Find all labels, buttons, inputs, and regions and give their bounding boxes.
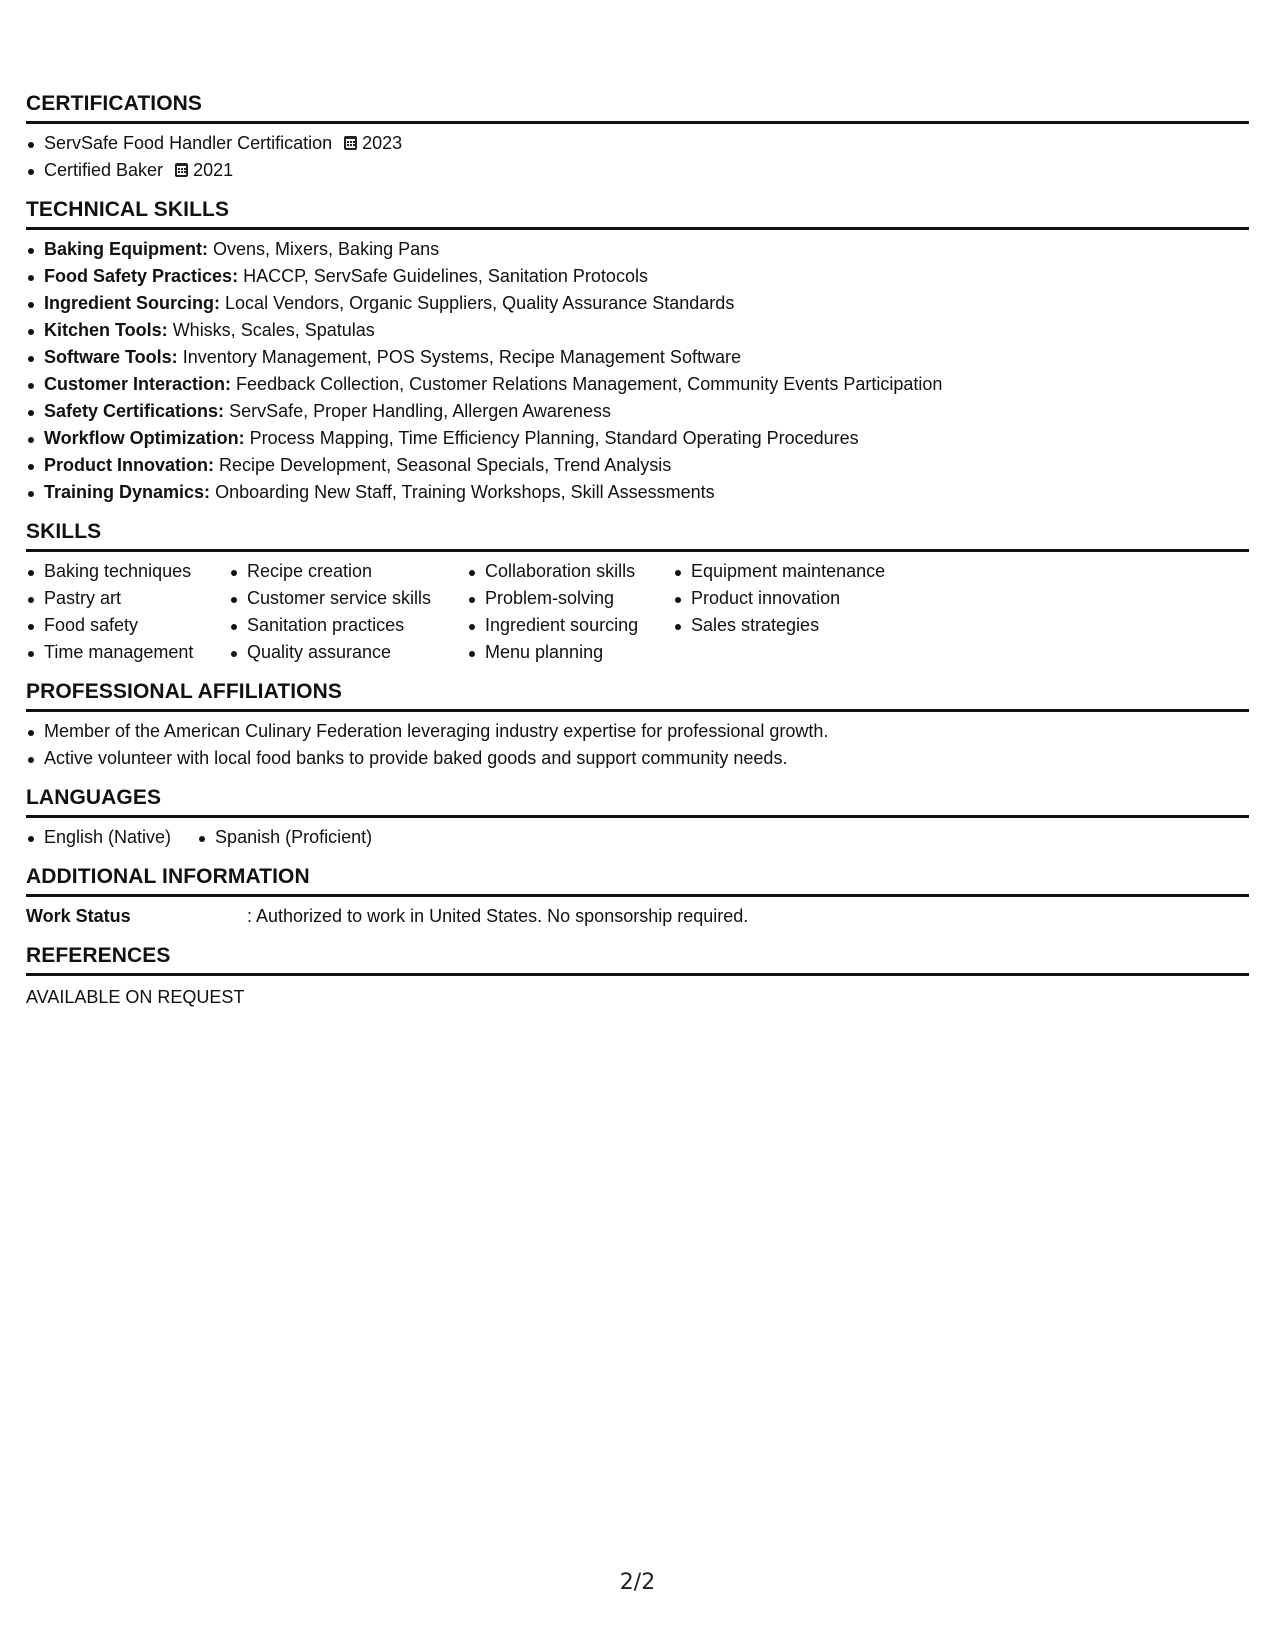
list-item: Spanish (Proficient) [197, 824, 372, 851]
skill-value: Recipe Development, Seasonal Specials, Trend Analysis [219, 455, 672, 475]
certification-name: ServSafe Food Handler Certification [44, 133, 333, 153]
list-item [26, 398, 1249, 425]
affiliations-section [26, 680, 1249, 772]
section-title: SKILLS [26, 520, 1249, 552]
list-item: Member of the American Culinary Federation leveraging industry expertise for professional growth. [26, 718, 1249, 745]
info-label: Work Status [26, 906, 131, 926]
skill-value: Process Mapping, Time Efficiency Planning, Standard Operating Procedures [249, 428, 859, 448]
skills-column [467, 558, 673, 666]
skill-label: Product Innovation: [44, 455, 214, 475]
skill-label: Workflow Optimization: [44, 428, 245, 448]
skill-value: Inventory Management, POS Systems, Recipe Management Software [182, 347, 741, 367]
skill-value: Feedback Collection, Customer Relations Management, Community Events Participation [236, 374, 943, 394]
list-item [26, 479, 1249, 506]
list-item [26, 452, 1249, 479]
list-item [26, 344, 1249, 371]
list-item: Equipment maintenance [673, 558, 933, 585]
certifications-section [26, 92, 1249, 184]
technical-skills-list [26, 236, 1249, 506]
section-title: TECHNICAL SKILLS [26, 198, 1249, 230]
list-item: Sanitation practices [229, 612, 467, 639]
skills-column [26, 558, 229, 666]
list-item [26, 157, 1249, 184]
list-item: Sales strategies [673, 612, 933, 639]
skill-value: HACCP, ServSafe Guidelines, Sanitation Protocols [243, 266, 648, 286]
certification-year: 2021 [193, 160, 234, 180]
section-title: LANGUAGES [26, 786, 1249, 818]
skill-label: Software Tools: [44, 347, 178, 367]
list-item: Recipe creation [229, 558, 467, 585]
list-item [26, 236, 1249, 263]
list-item: Menu planning [467, 639, 673, 666]
technical-skills-section [26, 198, 1249, 506]
skill-value: ServSafe, Proper Handling, Allergen Awareness [229, 401, 611, 421]
section-title: ADDITIONAL INFORMATION [26, 865, 1249, 897]
section-title: REFERENCES [26, 944, 1249, 976]
section-title: CERTIFICATIONS [26, 92, 1249, 124]
skill-label: Customer Interaction: [44, 374, 232, 394]
calendar-icon [175, 163, 188, 177]
skill-label: Food Safety Practices: [44, 266, 239, 286]
skill-label: Training Dynamics: [44, 482, 211, 502]
list-item: Product innovation [673, 585, 933, 612]
affiliations-list [26, 718, 1249, 772]
list-item [26, 130, 1249, 157]
list-item: Quality assurance [229, 639, 467, 666]
list-item: Food safety [26, 612, 229, 639]
skill-value: Onboarding New Staff, Training Workshops, Skill Assessments [215, 482, 715, 502]
list-item: Problem-solving [467, 585, 673, 612]
skill-value: Local Vendors, Organic Suppliers, Quality Assurance Standards [225, 293, 735, 313]
list-item [26, 371, 1249, 398]
certification-name: Certified Baker [44, 160, 164, 180]
skill-value: Ovens, Mixers, Baking Pans [213, 239, 440, 259]
certifications-list [26, 130, 1249, 184]
additional-info-section [26, 865, 1249, 930]
references-section [26, 944, 1249, 1011]
list-item: English (Native) [26, 824, 171, 851]
list-item: Active volunteer with local food banks to provide baked goods and support community needs. [26, 745, 1249, 772]
list-item [26, 290, 1249, 317]
skill-label: Baking Equipment: [44, 239, 209, 259]
skill-label: Kitchen Tools: [44, 320, 168, 340]
info-value: : Authorized to work in United States. No sponsorship required. [247, 906, 749, 926]
list-item: Pastry art [26, 585, 229, 612]
skill-value: Whisks, Scales, Spatulas [172, 320, 375, 340]
skills-column [229, 558, 467, 666]
skills-column [673, 558, 933, 666]
list-item: Ingredient sourcing [467, 612, 673, 639]
list-item: Collaboration skills [467, 558, 673, 585]
section-title: PROFESSIONAL AFFILIATIONS [26, 680, 1249, 712]
info-row [26, 903, 1249, 930]
skill-label: Safety Certifications: [44, 401, 225, 421]
skills-section [26, 520, 1249, 666]
list-item: Baking techniques [26, 558, 229, 585]
list-item [26, 263, 1249, 290]
list-item [26, 425, 1249, 452]
list-item [26, 317, 1249, 344]
skills-grid [26, 558, 1249, 666]
calendar-icon [344, 136, 357, 150]
certification-year: 2023 [362, 133, 403, 153]
languages-section [26, 786, 1249, 851]
page-number: 2/2 [619, 1570, 656, 1595]
list-item: Customer service skills [229, 585, 467, 612]
resume-page [26, 92, 1249, 1025]
list-item: Time management [26, 639, 229, 666]
skill-label: Ingredient Sourcing: [44, 293, 221, 313]
languages-list [26, 824, 1249, 851]
references-text: AVAILABLE ON REQUEST [26, 987, 245, 1007]
